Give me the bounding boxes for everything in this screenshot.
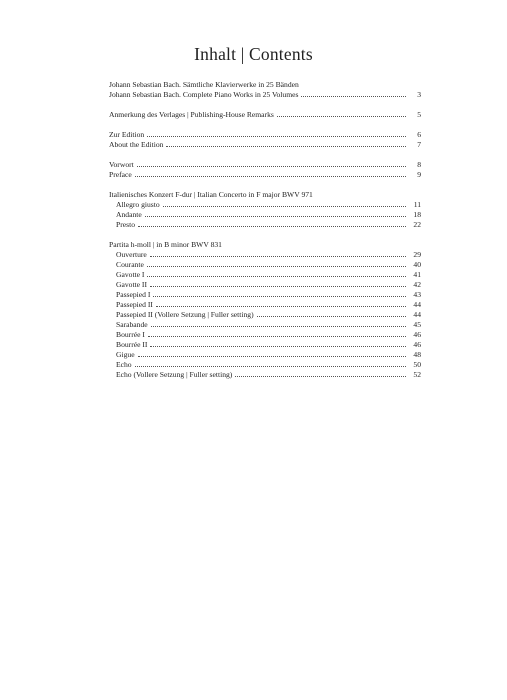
toc-entry-label: Echo (Vollere Setzung | Fuller setting) xyxy=(116,370,233,379)
toc-leader-dots xyxy=(156,306,406,307)
toc-page-number: 46 xyxy=(413,330,421,339)
toc-entry[interactable] xyxy=(109,250,421,260)
toc-entry[interactable] xyxy=(109,80,421,90)
toc-entry[interactable] xyxy=(109,320,421,330)
toc-entry[interactable] xyxy=(109,130,421,140)
toc-entry-label: Bourrée I xyxy=(116,330,145,339)
toc-leader-dots xyxy=(150,346,406,347)
toc-leader-dots xyxy=(257,316,406,317)
toc-entry[interactable] xyxy=(109,170,421,180)
toc-page-number: 44 xyxy=(413,300,421,309)
toc-entry[interactable] xyxy=(109,370,421,380)
toc-entry[interactable] xyxy=(109,210,421,220)
toc-page-number: 5 xyxy=(417,110,421,119)
toc-page-number: 29 xyxy=(413,250,421,259)
toc-page-number: 42 xyxy=(413,280,421,289)
toc-entry[interactable] xyxy=(109,350,421,360)
toc-entry-label: Andante xyxy=(116,210,142,219)
toc-page-number: 43 xyxy=(413,290,421,299)
toc-entry-label: Johann Sebastian Bach. Sämtliche Klavierwerke in 25 Bänden xyxy=(109,80,299,89)
toc-entry-label: About the Edition xyxy=(109,140,164,149)
toc-leader-dots xyxy=(138,226,406,227)
toc-entry-label: Ouverture xyxy=(116,250,147,259)
toc-entry-label: Sarabande xyxy=(116,320,148,329)
toc-entry-label: Allegro giusto xyxy=(116,200,160,209)
toc-entry-label: Presto xyxy=(116,220,135,229)
toc-entry[interactable] xyxy=(109,330,421,340)
toc-group xyxy=(109,80,421,100)
toc-page-number: 46 xyxy=(413,340,421,349)
page-title: Inhalt | Contents xyxy=(194,44,313,64)
toc-leader-dots xyxy=(153,296,406,297)
toc-entry[interactable] xyxy=(109,160,421,170)
toc-leader-dots xyxy=(235,376,406,377)
toc-entry-label: Anmerkung des Verlages | Publishing-House Remarks xyxy=(109,110,274,119)
toc-page-number: 40 xyxy=(413,260,421,269)
toc-entry[interactable] xyxy=(109,260,421,270)
toc-leader-dots xyxy=(277,116,406,117)
toc-entry-label: Passepied II (Vollere Setzung | Fuller setting) xyxy=(116,310,254,319)
toc-entry[interactable] xyxy=(109,280,421,290)
toc-page-number: 7 xyxy=(417,140,421,149)
toc-group xyxy=(109,130,421,150)
toc-leader-dots xyxy=(147,276,406,277)
toc-group xyxy=(109,190,421,230)
toc-entry-label: Gigue xyxy=(116,350,135,359)
toc-leader-dots xyxy=(135,176,406,177)
toc-leader-dots xyxy=(135,366,406,367)
toc-section-heading: Italienisches Konzert F-dur | Italian Concerto in F major BWV 971 xyxy=(109,190,313,199)
toc-leader-dots xyxy=(137,166,406,167)
toc-page-number: 18 xyxy=(413,210,421,219)
toc-group xyxy=(109,240,421,380)
toc-entry[interactable] xyxy=(109,90,421,100)
toc-page-number: 8 xyxy=(417,160,421,169)
toc-leader-dots xyxy=(145,216,406,217)
toc-page-number: 9 xyxy=(417,170,421,179)
toc-page-number: 41 xyxy=(413,270,421,279)
toc-entry-label: Passepied II xyxy=(116,300,153,309)
toc-page-number: 50 xyxy=(413,360,421,369)
toc-entry-label: Echo xyxy=(116,360,132,369)
toc-page-number: 52 xyxy=(413,370,421,379)
toc-section-heading: Partita h-moll | in B minor BWV 831 xyxy=(109,240,222,249)
toc-entry[interactable] xyxy=(109,290,421,300)
toc-entry[interactable] xyxy=(109,110,421,120)
toc-entry-label: Vorwort xyxy=(109,160,134,169)
toc-entry[interactable] xyxy=(109,200,421,210)
toc-entry-label: Bourrée II xyxy=(116,340,148,349)
toc-leader-dots xyxy=(166,146,406,147)
toc-entry[interactable] xyxy=(109,140,421,150)
toc-entry[interactable] xyxy=(109,310,421,320)
toc-entry-label: Courante xyxy=(116,260,144,269)
toc-page-number: 6 xyxy=(417,130,421,139)
toc-leader-dots xyxy=(148,336,406,337)
toc-entry-label: Gavotte II xyxy=(116,280,147,289)
toc-leader-dots xyxy=(138,356,406,357)
toc-page-number: 48 xyxy=(413,350,421,359)
toc-entry[interactable] xyxy=(109,300,421,310)
toc-entry[interactable] xyxy=(109,270,421,280)
toc-entry-label: Passepied I xyxy=(116,290,151,299)
toc-entry-label: Johann Sebastian Bach. Complete Piano Works in 25 Volumes xyxy=(109,90,299,99)
toc-leader-dots xyxy=(147,266,406,267)
toc-entry[interactable] xyxy=(109,340,421,350)
toc-entry[interactable] xyxy=(109,220,421,230)
toc-page-number: 11 xyxy=(413,200,421,209)
toc-group xyxy=(109,160,421,180)
toc-page-number: 3 xyxy=(417,90,421,99)
toc-leader-dots xyxy=(301,96,406,97)
toc-leader-dots xyxy=(150,286,406,287)
toc-entry-label: Zur Edition xyxy=(109,130,145,139)
toc-entry[interactable] xyxy=(109,360,421,370)
toc-page-number: 45 xyxy=(413,320,421,329)
toc-entry-label: Gavotte I xyxy=(116,270,145,279)
toc-entry-label: Preface xyxy=(109,170,132,179)
toc-group xyxy=(109,110,421,120)
toc-leader-dots xyxy=(151,326,406,327)
table-of-contents xyxy=(109,80,421,390)
toc-leader-dots xyxy=(147,136,406,137)
toc-page-number: 44 xyxy=(413,310,421,319)
toc-leader-dots xyxy=(163,206,406,207)
toc-page-number: 22 xyxy=(413,220,421,229)
toc-leader-dots xyxy=(150,256,406,257)
